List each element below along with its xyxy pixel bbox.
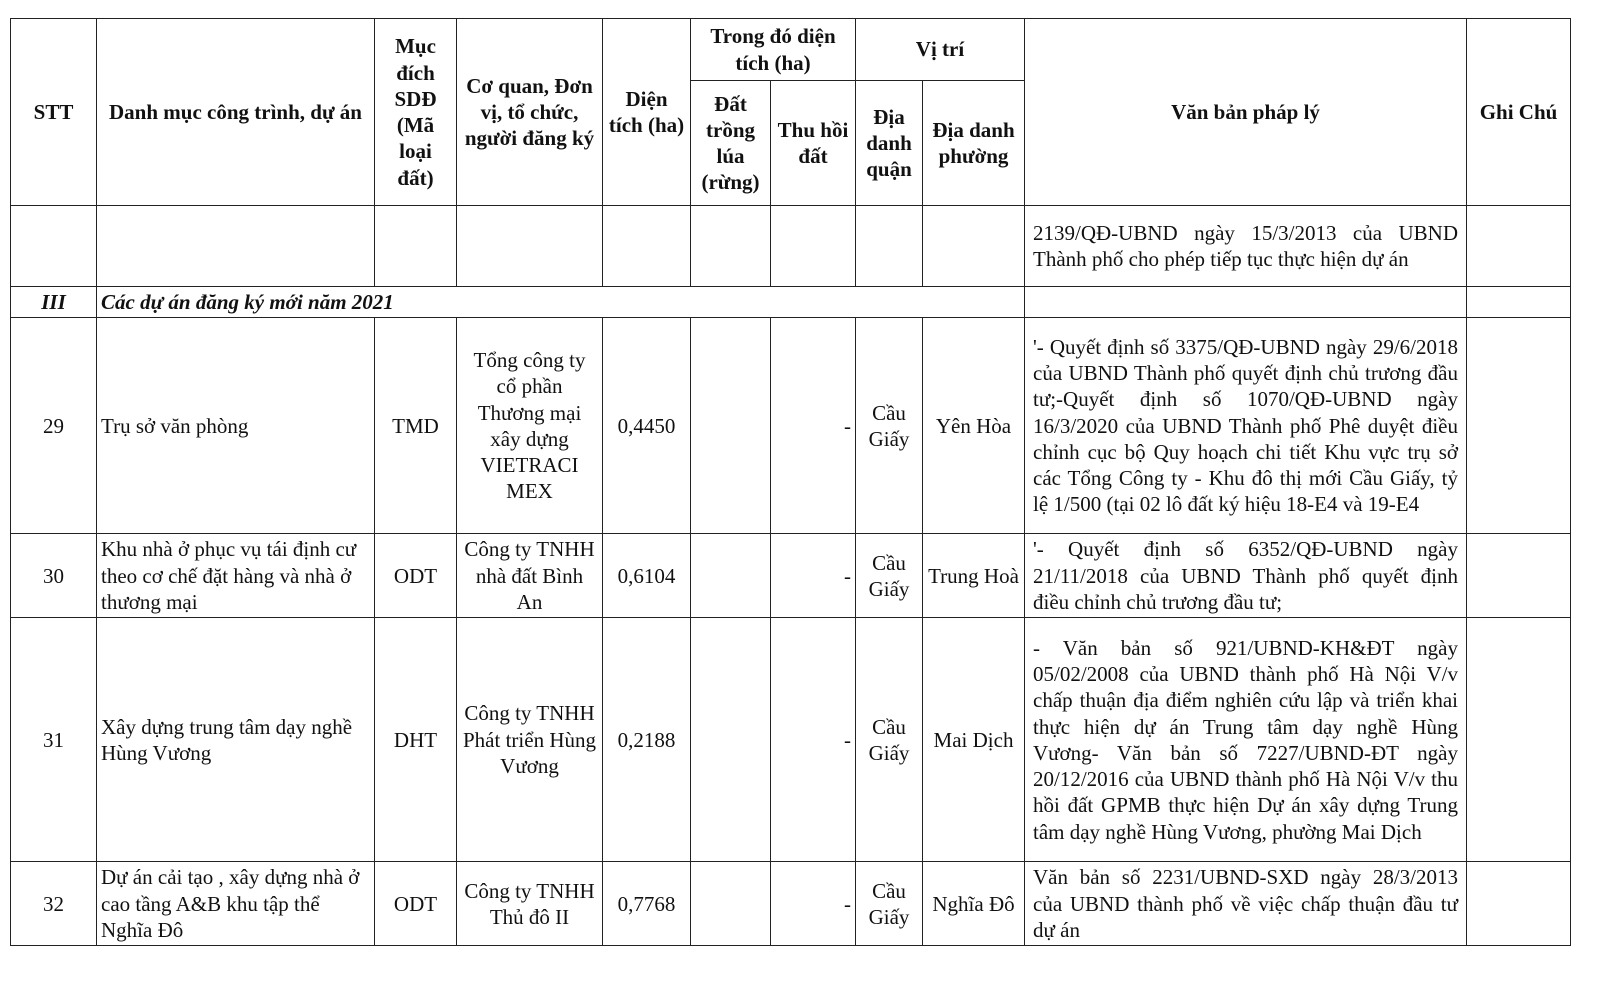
header-legal: Văn bản pháp lý (1025, 19, 1467, 206)
row-agency: Tổng công ty cổ phần Thương mại xây dựng VIETRACI MEX (457, 318, 603, 534)
row-project: Xây dựng trung tâm dạy nghề Hùng Vương (97, 618, 375, 862)
row-purpose: DHT (375, 618, 457, 862)
row-project: Khu nhà ở phục vụ tái định cư theo cơ chế đặt hàng và nhà ở thương mại (97, 534, 375, 618)
row-stt: 29 (11, 318, 97, 534)
row-recovered: - (771, 618, 856, 862)
row-ward: Trung Hoà (923, 534, 1025, 618)
row-purpose: ODT (375, 862, 457, 946)
row-rice-land (691, 862, 771, 946)
row-agency: Công ty TNHH Thủ đô II (457, 862, 603, 946)
table-row (11, 618, 1571, 862)
row-legal: '- Quyết định số 6352/QĐ-UBND ngày 21/11/2018 của UBND Thành phố quyết định điều chỉnh chủ trương đầu tư; (1025, 534, 1467, 618)
row-area: 0,2188 (603, 618, 691, 862)
header-purpose: Mục đích SDĐ (Mã loại đất) (375, 19, 457, 206)
row-legal: '- Quyết định số 3375/QĐ-UBND ngày 29/6/2018 của UBND Thành phố quyết định chủ trương đầu tư;-Quyết định số 1070/QĐ-UBND ngày 16/3/2020 của UBND Thành phố Phê duyệt điều chỉnh cục bộ Quy hoạch chi tiết Khu vực trụ sở các Tổng Công ty - Khu đô thị mới Cầu Giấy, tỷ lệ 1/500 (tại 02 lô đất ký hiệu 18-E4 và 19-E4 (1025, 318, 1467, 534)
header-note: Ghi Chú (1467, 19, 1571, 206)
document-page (10, 18, 1571, 946)
row-stt: 32 (11, 862, 97, 946)
row-recovered: - (771, 534, 856, 618)
table-row (11, 534, 1571, 618)
row-district: Cầu Giấy (856, 318, 923, 534)
land-use-project-table (10, 18, 1571, 946)
header-recovered: Thu hồi đất (771, 81, 856, 206)
table-row (11, 862, 1571, 946)
row-rice-land (691, 318, 771, 534)
row-legal: Văn bản số 2231/UBND-SXD ngày 28/3/2013 của UBND thành phố về việc chấp thuận đầu tư dự án (1025, 862, 1467, 946)
section-title: Các dự án đăng ký mới năm 2021 (97, 287, 1025, 318)
row-purpose: ODT (375, 534, 457, 618)
row-ward: Nghĩa Đô (923, 862, 1025, 946)
row-note (1467, 534, 1571, 618)
row-note (1467, 318, 1571, 534)
row-legal: - Văn bản số 921/UBND-KH&ĐT ngày 05/02/2008 của UBND thành phố Hà Nội V/v chấp thuận địa điểm nghiên cứu lập và triển khai thực hiện dự án Trung tâm dạy nghề Hùng Vương- Văn bản số 7227/UBND-ĐT ngày 20/12/2016 của UBND thành phố Hà Nội V/v thu hồi đất GPMB thực hiện Dự án xây dựng Trung tâm dạy nghề Hùng Vương, phường Mai Dịch (1025, 618, 1467, 862)
section-number: III (11, 287, 97, 318)
header-rice-land: Đất trồng lúa (rừng) (691, 81, 771, 206)
row-note (1467, 618, 1571, 862)
row-agency: Công ty TNHH nhà đất Bình An (457, 534, 603, 618)
row-area: 0,6104 (603, 534, 691, 618)
row-project: Dự án cải tạo , xây dựng nhà ở cao tầng A&B khu tập thể Nghĩa Đô (97, 862, 375, 946)
header-agency: Cơ quan, Đơn vị, tổ chức, người đăng ký (457, 19, 603, 206)
header-row-1 (11, 19, 1571, 81)
row-stt: 30 (11, 534, 97, 618)
header-project: Danh mục công trình, dự án (97, 19, 375, 206)
row-recovered: - (771, 862, 856, 946)
header-of-which: Trong đó diện tích (ha) (691, 19, 856, 81)
row-stt: 31 (11, 618, 97, 862)
row-purpose: TMD (375, 318, 457, 534)
row-ward: Yên Hòa (923, 318, 1025, 534)
row-ward: Mai Dịch (923, 618, 1025, 862)
row-district: Cầu Giấy (856, 534, 923, 618)
header-district: Địa danh quận (856, 81, 923, 206)
row-district: Cầu Giấy (856, 618, 923, 862)
row-project: Trụ sở văn phòng (97, 318, 375, 534)
row-recovered: - (771, 318, 856, 534)
header-stt: STT (11, 19, 97, 206)
header-location: Vị trí (856, 19, 1025, 81)
section-row (11, 287, 1571, 318)
row-agency: Công ty TNHH Phát triển Hùng Vương (457, 618, 603, 862)
header-area: Diện tích (ha) (603, 19, 691, 206)
row-note (1467, 862, 1571, 946)
table-row (11, 318, 1571, 534)
row-rice-land (691, 618, 771, 862)
continuation-legal: 2139/QĐ-UBND ngày 15/3/2013 của UBND Thành phố cho phép tiếp tục thực hiện dự án (1025, 206, 1467, 287)
row-area: 0,4450 (603, 318, 691, 534)
header-ward: Địa danh phường (923, 81, 1025, 206)
row-rice-land (691, 534, 771, 618)
row-area: 0,7768 (603, 862, 691, 946)
row-district: Cầu Giấy (856, 862, 923, 946)
continuation-row (11, 206, 1571, 287)
